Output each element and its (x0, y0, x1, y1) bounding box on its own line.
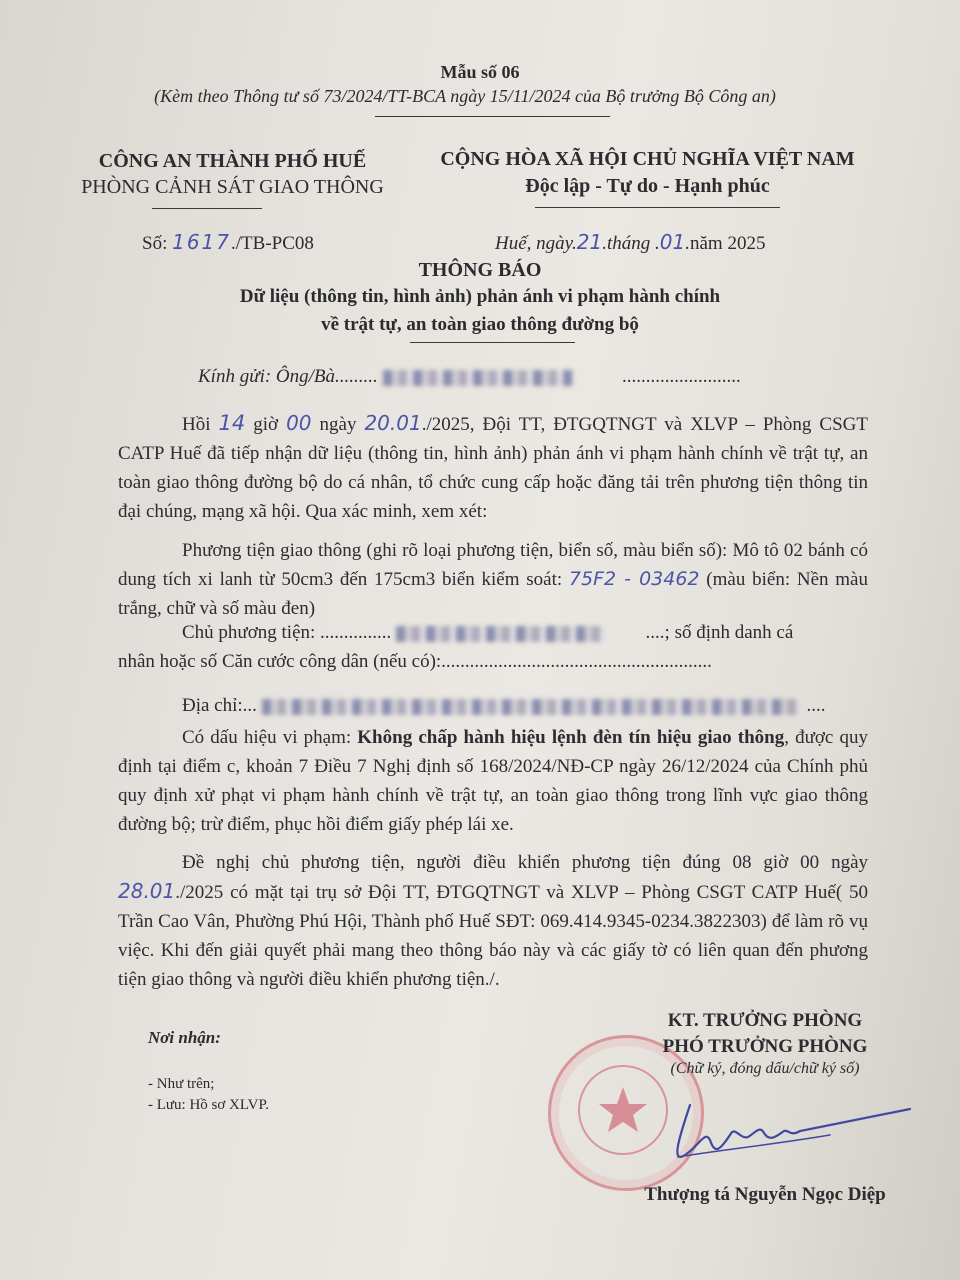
recipient-label: Kính gửi: Ông/Bà......... (198, 366, 378, 387)
number-handwritten: 1617 (172, 230, 232, 254)
date-prefix: Huế, ngày (495, 233, 573, 254)
p1-ngay: ngày (319, 414, 357, 435)
form-number: Mẫu số 06 (440, 62, 520, 82)
agency-line1: CÔNG AN THÀNH PHỐ HUẾ (98, 150, 367, 172)
notice-title: THÔNG BÁO (418, 259, 542, 281)
country-underline (535, 207, 780, 208)
country-line1: CỘNG HÒA XÃ HỘI CHỦ NGHĨA VIỆT NAM (440, 148, 855, 170)
sign-title-2: PHÓ TRƯỞNG PHÒNG (662, 1036, 868, 1057)
owner-id-line: nhân hoặc số Căn cước công dân (nếu có):......................................................... (118, 651, 712, 672)
date-month-label: tháng (607, 233, 651, 254)
notice-subtitle-2: về trật tự, an toàn giao thông đường bộ (321, 314, 639, 335)
recipient-dots: ......................... (622, 366, 741, 387)
header-underline (375, 116, 610, 117)
agency-line2: PHÒNG CẢNH SÁT GIAO THÔNG (81, 176, 384, 198)
request-rest: ./2025 có mặt tại trụ sở Đội TT, ĐTGQTNGT và XLVP – Phòng CSGT CATP Huế( 50 Trần Cao Vân, Phường Phú Hội, Thành phố Huế SĐT: 069.414.9345-0234.3822303) để làm rõ vụ việc. Khi đến giải quyết phải mang theo thông báo này và các giấy tờ có liên quan đến phương tiện giao thông và người điều khiển phương tiện./. (118, 882, 868, 990)
address-line (182, 695, 825, 717)
owner-after: ....; số định danh cá (645, 622, 794, 643)
title-underline (410, 342, 575, 343)
owner-label: Chủ phương tiện: ............... (182, 622, 392, 643)
paragraph-violation (118, 723, 868, 839)
document-number (142, 230, 314, 255)
document-date: Huế, ngày.21.tháng .01.năm 2025 (495, 230, 766, 254)
attachment-note: (Kèm theo Thông tư số 73/2024/TT-BCA ngày 15/11/2024 của Bộ trưởng Bộ Công an) (154, 86, 776, 106)
date-year: năm 2025 (689, 233, 766, 254)
country-line2: Độc lập - Tự do - Hạnh phúc (525, 175, 770, 197)
address-label: Địa chỉ:... (182, 695, 257, 716)
agency-underline (152, 208, 262, 209)
p1-gio: giờ (253, 414, 279, 435)
handwritten-signature-icon (660, 1095, 920, 1175)
owner-line (182, 622, 793, 644)
p1-date: 20.01 (364, 411, 422, 435)
paragraph-received (118, 409, 868, 526)
redacted-name (383, 370, 573, 386)
p1-rest: ./2025, Đội TT, ĐTGQTNGT và XLVP – Phòng CSGT CATP Huế đã tiếp nhận dữ liệu (thông tin, hình ảnh) phản ánh vi phạm hành chính về trật tự, an toàn giao thông đường bộ do cá nhân, tổ chức cung cấp hoặc đăng tải trên phương tiện thông tin đại chúng, mạng xã hội. Qua xác minh, xem xét: (118, 414, 869, 522)
p2-after: (màu biển: Nền màu trắng, chữ và số màu đen) (118, 569, 868, 619)
recipient-line (198, 366, 741, 388)
number-prefix: Số: (142, 233, 173, 254)
recipient-item-2: - Lưu: Hồ sơ XLVP. (148, 1097, 269, 1113)
notice-subtitle-1: Dữ liệu (thông tin, hình ảnh) phản ánh vi phạm hành chính (239, 286, 721, 307)
violation-rest: , được quy định tại điểm c, khoản 7 Điều 7 Nghị định số 168/2024/NĐ-CP ngày 26/12/2024 của Chính phủ quy định xử phạt vi phạm hành chính về trật tự, an toàn giao thông trong lĩnh vực giao thông đường bộ; trừ điểm, phục hồi điểm giấy phép lái xe. (118, 727, 869, 835)
paragraph-request (118, 848, 868, 994)
number-suffix: ./TB-PC08 (231, 233, 314, 254)
recipients-label: Nơi nhận: (148, 1028, 221, 1047)
recipient-item-1: - Như trên; (148, 1076, 215, 1092)
plate-number: 75F2 - 03462 (568, 568, 700, 590)
p1-hour: 14 (218, 411, 246, 435)
paragraph-vehicle (118, 536, 868, 623)
date-day: 21 (576, 230, 603, 254)
request-date: 28.01 (118, 879, 176, 903)
redacted-owner (396, 626, 606, 642)
violation-prefix: Có dấu hiệu vi phạm: (182, 727, 358, 748)
address-after: .... (806, 695, 826, 716)
p1-min: 00 (286, 411, 312, 435)
date-month: 01 (659, 230, 686, 254)
request-1: Đề nghị chủ phương tiện, người điều khiển phương tiện đúng 08 giờ 00 (182, 852, 820, 873)
sign-title-1: KT. TRƯỞNG PHÒNG (667, 1010, 863, 1031)
p1-hoi: Hồi (182, 414, 211, 435)
request-ngay: ngày (831, 852, 868, 873)
p2-text: Phương tiện giao thông (ghi rõ loại phương tiện, biển số, màu biển số): Mô tô 02 bánh có dung tích xi lanh từ 50cm3 đến 175cm3 biển kiểm soát: (118, 540, 868, 590)
signer-name: Thượng tá Nguyễn Ngọc Diệp (644, 1184, 886, 1205)
violation-bold: Không chấp hành hiệu lệnh đèn tín hiệu giao thông (357, 727, 785, 748)
redacted-address (262, 699, 802, 715)
sign-note: (Chữ ký, đóng dấu/chữ ký số) (670, 1060, 860, 1077)
